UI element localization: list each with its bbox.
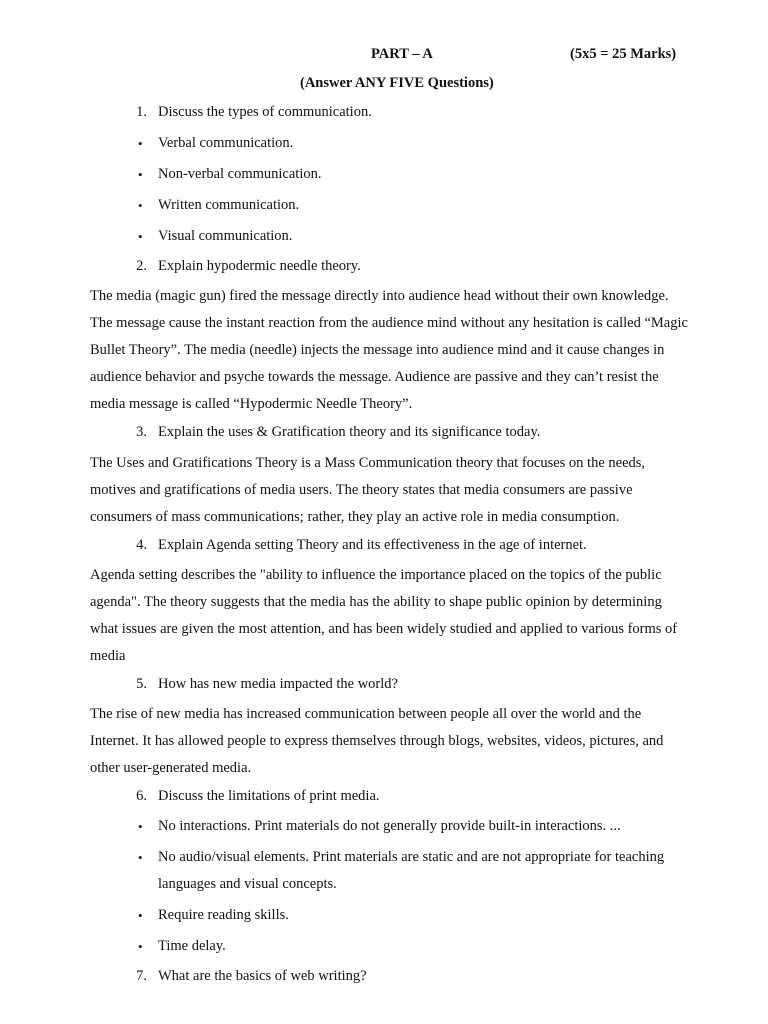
question-text: Discuss the limitations of print media. bbox=[158, 788, 380, 804]
answer-line: media message is called “Hypodermic Needle Theory”. bbox=[90, 396, 413, 412]
bullet-marker: • bbox=[138, 198, 143, 213]
list-item-continuation: languages and visual concepts. bbox=[158, 876, 337, 892]
answer-line: The message cause the instant reaction from the audience mind without any hesitation is called “Magic bbox=[90, 315, 688, 331]
question-number: 5. bbox=[136, 676, 147, 692]
bullet-marker: • bbox=[138, 908, 143, 923]
part-title: PART – A bbox=[371, 46, 433, 62]
bullet-marker: • bbox=[138, 850, 143, 865]
question-number: 2. bbox=[136, 258, 147, 274]
question-text: Discuss the types of communication. bbox=[158, 104, 372, 120]
list-item: Verbal communication. bbox=[158, 135, 294, 151]
marks-label: (5x5 = 25 Marks) bbox=[570, 46, 677, 62]
question-text: Explain the uses & Gratification theory and its significance today. bbox=[158, 424, 541, 440]
question-text: What are the basics of web writing? bbox=[158, 968, 367, 984]
answer-line: agenda". The theory suggests that the media has the ability to shape public opinion by determining bbox=[90, 594, 662, 610]
bullet-marker: • bbox=[138, 136, 143, 151]
question-number: 4. bbox=[136, 537, 147, 553]
answer-line: Bullet Theory”. The media (needle) injects the message into audience mind and it cause changes in bbox=[90, 342, 665, 358]
answer-line: The rise of new media has increased communication between people all over the world and the bbox=[90, 706, 642, 722]
question-text: Explain Agenda setting Theory and its effectiveness in the age of internet. bbox=[158, 537, 587, 553]
list-item: Non-verbal communication. bbox=[158, 166, 322, 182]
instruction-text: (Answer ANY FIVE Questions) bbox=[300, 75, 494, 91]
list-item: Require reading skills. bbox=[158, 907, 289, 923]
answer-line: Agenda setting describes the "ability to influence the importance placed on the topics of the public bbox=[90, 567, 662, 583]
answer-line: media bbox=[90, 648, 126, 664]
answer-paragraph bbox=[90, 450, 730, 531]
answer-line: motives and gratifications of media users. The theory states that media consumers are passive bbox=[90, 482, 633, 498]
answer-line: what issues are given the most attention, and has been widely studied and applied to various forms of bbox=[90, 621, 678, 637]
question-number: 1. bbox=[136, 104, 147, 120]
answer-line: consumers of mass communications; rather, they play an active role in media consumption. bbox=[90, 509, 620, 525]
list-item: No interactions. Print materials do not generally provide built-in interactions. ... bbox=[158, 818, 621, 834]
answer-line: audience behavior and psyche towards the message. Audience are passive and they can’t resist the bbox=[90, 369, 659, 385]
bullet-marker: • bbox=[138, 229, 143, 244]
answer-line: Internet. It has allowed people to express themselves through blogs, websites, videos, pictures, and bbox=[90, 733, 664, 749]
question-number: 6. bbox=[136, 788, 147, 804]
question-text: Explain hypodermic needle theory. bbox=[158, 258, 361, 274]
answer-paragraph bbox=[90, 283, 730, 418]
list-item: Written communication. bbox=[158, 197, 300, 213]
question-text: How has new media impacted the world? bbox=[158, 676, 398, 692]
answer-line: The Uses and Gratifications Theory is a Mass Communication theory that focuses on the needs, bbox=[90, 455, 646, 471]
question-number: 3. bbox=[136, 424, 147, 440]
bullet-marker: • bbox=[138, 167, 143, 182]
answer-paragraph bbox=[90, 701, 730, 782]
answer-paragraph bbox=[90, 562, 730, 670]
bullet-marker: • bbox=[138, 819, 143, 834]
bullet-marker: • bbox=[138, 939, 143, 954]
list-item: Time delay. bbox=[158, 938, 226, 954]
list-item: Visual communication. bbox=[158, 228, 293, 244]
answer-line: The media (magic gun) fired the message directly into audience head without their own knowledge. bbox=[90, 288, 669, 304]
list-item: No audio/visual elements. Print materials are static and are not appropriate for teaching bbox=[158, 849, 665, 865]
question-number: 7. bbox=[136, 968, 147, 984]
answer-line: other user-generated media. bbox=[90, 760, 252, 776]
